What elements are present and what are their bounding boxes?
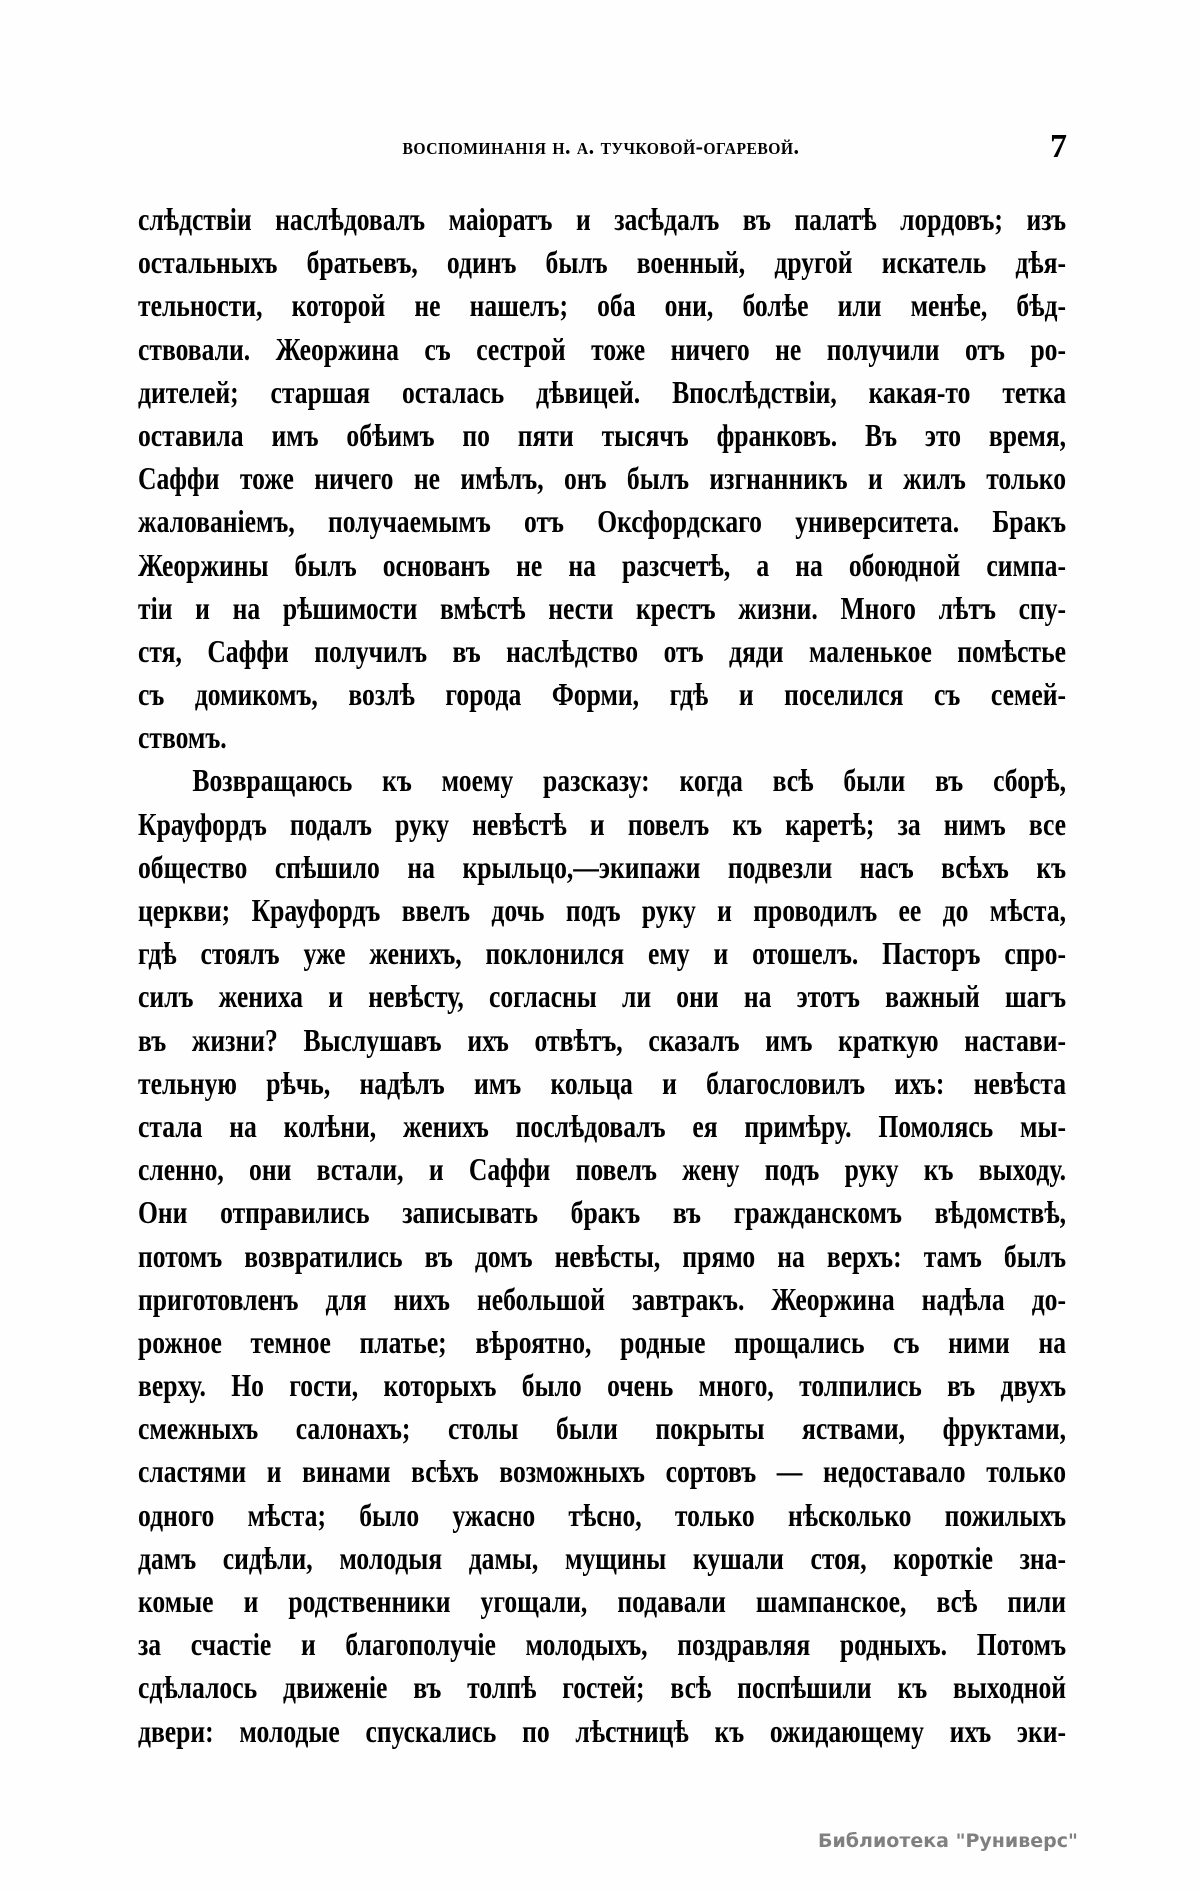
text-line: тельную рѣчь, надѣлъ имъ кольца и благословилъ ихъ: невѣста bbox=[138, 1064, 1066, 1101]
text-line: Возвращаюсь къ моему разсказу: когда всѣ были въ сборѣ, bbox=[192, 762, 1066, 799]
text-line: ствовали. Жеоржина съ сестрой тоже ничего не получили отъ ро- bbox=[138, 330, 1066, 367]
text-line: оставила имъ обѣимъ по пяти тысячъ франковъ. Въ это время, bbox=[138, 416, 1066, 453]
text-line: смежныхъ салонахъ; столы были покрыты яствами, фруктами, bbox=[138, 1410, 1066, 1447]
text-line: одного мѣста; было ужасно тѣсно, только нѣсколько пожилыхъ bbox=[138, 1496, 1066, 1533]
text-line: церкви; Крауфордъ ввелъ дочь подъ руку и проводилъ ее до мѣста, bbox=[138, 892, 1066, 928]
running-title: воспоминанія н. а. тучковой-огаревой. bbox=[402, 134, 800, 160]
text-line: ствомъ. bbox=[138, 719, 227, 756]
text-line: двери: молодые спускались по лѣстницѣ къ ожидающему ихъ эки- bbox=[138, 1712, 1066, 1749]
text-line: дителей; старшая осталась дѣвицей. Впослѣдствіи, какая-то тетка bbox=[138, 373, 1066, 410]
text-line: Они отправились записывать бракъ въ гражданскомъ вѣдомствѣ, bbox=[138, 1194, 1066, 1231]
text-line: общество спѣшило на крыльцо,—экипажи подвезли насъ всѣхъ къ bbox=[138, 848, 1066, 885]
text-line: дамъ сидѣли, молодыя дамы, мущины кушали стоя, короткіе зна- bbox=[138, 1539, 1066, 1576]
page-number: 7 bbox=[1050, 128, 1067, 165]
text-line: сленно, они встали, и Саффи повелъ жену подъ руку къ выходу. bbox=[138, 1151, 1066, 1188]
text-line: остальныхъ братьевъ, одинъ былъ военный, другой искатель дѣя- bbox=[138, 244, 1066, 281]
text-line: Саффи тоже ничего не имѣлъ, онъ былъ изгнанникъ и жилъ только bbox=[138, 460, 1066, 497]
text-line: слѣдствіи наслѣдовалъ маіоратъ и засѣдалъ въ палатѣ лордовъ; изъ bbox=[138, 201, 1066, 237]
text-line: въ жизни? Выслушавъ ихъ отвѣтъ, сказалъ имъ краткую настави- bbox=[138, 1021, 1066, 1058]
text-line: тельности, которой не нашелъ; оба они, болѣе или менѣе, бѣд- bbox=[138, 287, 1066, 324]
text-line: тіи и на рѣшимости вмѣстѣ нести крестъ жизни. Много лѣтъ спу- bbox=[138, 589, 1066, 626]
text-line: стала на колѣни, женихъ послѣдовалъ ея примѣру. Помолясь мы- bbox=[138, 1107, 1066, 1144]
paragraph bbox=[138, 198, 1066, 759]
running-head bbox=[0, 128, 1200, 168]
text-line: сдѣлалось движеніе въ толпѣ гостей; всѣ поспѣшили къ выходной bbox=[138, 1669, 1066, 1706]
text-line: верху. Но гости, которыхъ было очень много, толпились въ двухъ bbox=[138, 1367, 1066, 1404]
text-line: приготовленъ для нихъ небольшой завтракъ. Жеоржина надѣла до- bbox=[138, 1280, 1066, 1317]
library-watermark: Библиотека "Руниверс" bbox=[818, 1830, 1078, 1852]
text-line: рожное темное платье; вѣроятно, родные прощались съ ними на bbox=[138, 1323, 1066, 1360]
text-line: потомъ возвратились въ домъ невѣсты, прямо на верхъ: тамъ былъ bbox=[138, 1237, 1066, 1274]
text-line: Крауфордъ подалъ руку невѣстѣ и повелъ къ каретѣ; за нимъ все bbox=[138, 805, 1066, 842]
text-line: сластями и винами всѣхъ возможныхъ сортовъ — недоставало только bbox=[138, 1453, 1066, 1490]
text-line: гдѣ стоялъ уже женихъ, поклонился ему и отошелъ. Пасторъ спро- bbox=[138, 935, 1066, 972]
text-line: Жеоржины былъ основанъ не на разсчетѣ, а на обоюдной симпа- bbox=[138, 546, 1066, 583]
text-line: за счастіе и благополучіе молодыхъ, поздравляя родныхъ. Потомъ bbox=[138, 1626, 1066, 1663]
body-text bbox=[138, 198, 1066, 1753]
text-line: съ домикомъ, возлѣ города Форми, гдѣ и поселился съ семей- bbox=[138, 676, 1066, 713]
paragraph bbox=[138, 759, 1066, 1752]
text-line: стя, Саффи получилъ въ наслѣдство отъ дяди маленькое помѣстье bbox=[138, 632, 1066, 669]
text-line: силъ жениха и невѣсту, согласны ли они на этотъ важный шагъ bbox=[138, 978, 1066, 1015]
text-line: жалованіемъ, получаемымъ отъ Оксфордскаго университета. Бракъ bbox=[138, 503, 1066, 540]
text-line: комые и родственники угощали, подавали шампанское, всѣ пили bbox=[138, 1583, 1066, 1619]
